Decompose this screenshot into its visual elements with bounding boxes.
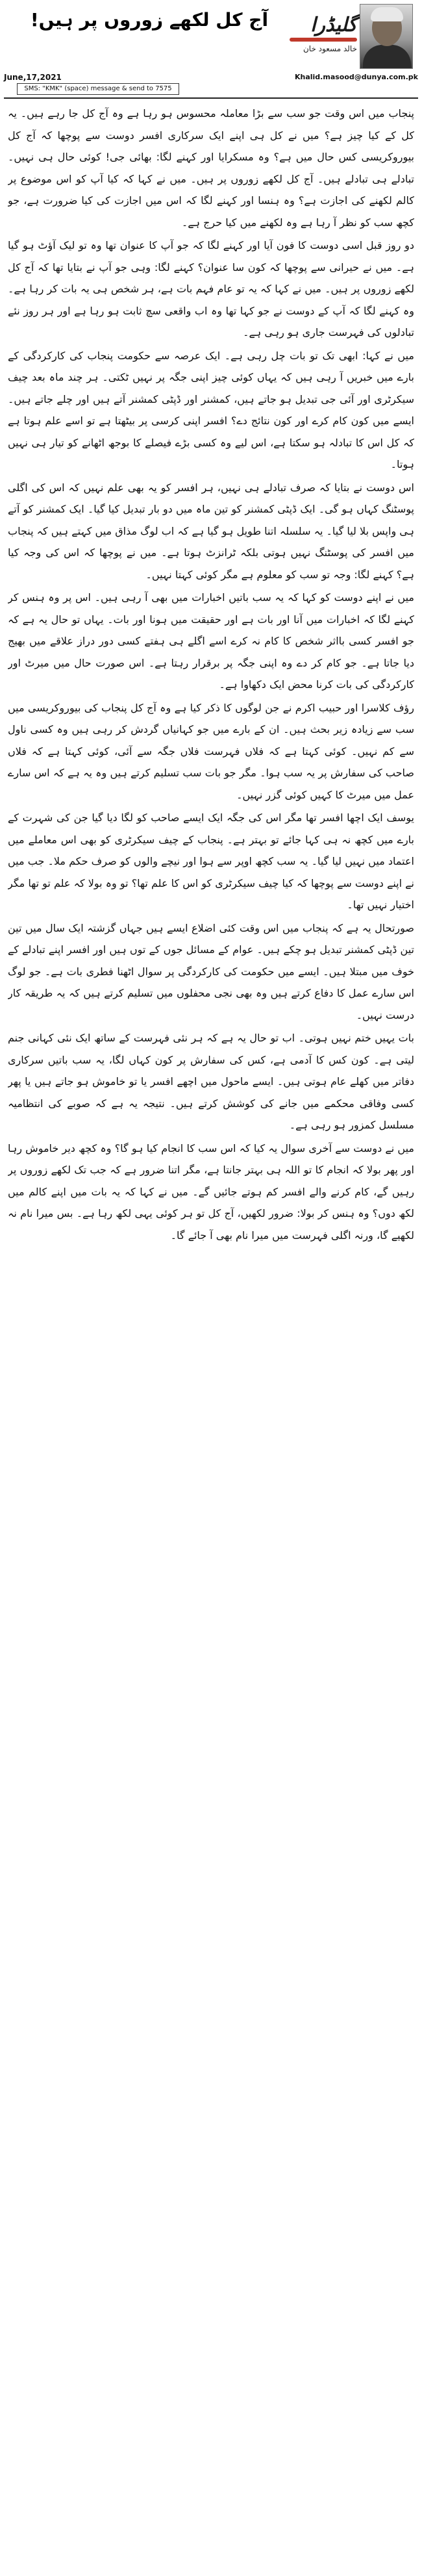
column-logo: گلیڈرا	[310, 14, 357, 36]
article-paragraph: رؤف کلاسرا اور حبیب اکرم نے جن لوگوں کا ذکر کیا ہے وہ آج کل پنجاب کی بیوروکریسی میں سب سے زیادہ زیر بحث ہیں۔ ان کے بارے میں جو کہانیاں گردش کر رہی ہیں وہ کسی ناول سے کم نہیں۔ کوئی کہتا ہے کہ فلاں فہرست فلاں جگہ سے آئی، کوئی کہتا ہے کہ فلاں صاحب کی سفارش پر یہ سب ہوا۔ مگر جو بات سب تسلیم کرتے ہیں وہ یہ ہے کہ اس سارے عمل میں میرٹ کا کہیں کوئی گزر نہیں۔	[8, 701, 414, 801]
article-paragraph: میں نے دوست سے آخری سوال یہ کیا کہ اس سب کا انجام کیا ہو گا؟ وہ کچھ دیر خاموش رہا اور پھر بولا کہ انجام کا تو اللہ ہی بہتر جانتا ہے، مگر اتنا ضرور ہے کہ جب تک لکھے زوروں پر رہیں گے، کام کرنے والے افسر کم ہوتے جائیں گے۔ میں نے کہا کہ یہ بات میں اپنے کالم میں لکھ دوں؟ وہ ہنس کر بولا: ضرور لکھیں، آج کل تو ہر کوئی یہی لکھ رہا ہے۔ بس میرا نام نہ لکھیے گا، ورنہ اگلی فہرست میں میرا نام بھی آ جائے گا۔	[8, 1141, 414, 1242]
article-paragraph: دو روز قبل اسی دوست کا فون آیا اور کہنے لگا کہ جو آپ کا عنوان تھا وہ تو لیک آؤٹ ہو گیا ہے۔ میں نے حیرانی سے پوچھا کہ کون سا عنوان؟ کہنے لگا: وہی جو آپ نے بتایا تھا کہ آج کل لکھے زوروں پر ہیں۔ میں نے کہا کہ یہ تو عام فہم بات ہے، ہر شخص ہی یہ بات کر رہا ہے۔ وہ کہنے لگا کہ آپ کے دوست نے جو کہا تھا وہ اب واقعی سچ ثابت ہو رہا ہے اور ہر روز نئے تبادلوں کی فہرست جاری ہو رہی ہے۔	[8, 239, 414, 338]
publish-date: June,17,2021	[4, 73, 62, 82]
column-title: آج کل لکھے زوروں پر ہیں!	[30, 9, 269, 31]
writer-email: Khalid.masood@dunya.com.pk	[294, 73, 418, 81]
article-body	[8, 103, 414, 2568]
writer-photo	[360, 4, 413, 69]
header-divider	[4, 97, 418, 99]
sms-row	[4, 83, 418, 96]
column-header	[0, 0, 422, 97]
article-paragraph: میں نے کہا: ابھی تک تو بات چل رہی ہے۔ ایک عرصہ سے حکومت پنجاب کی کارکردگی کے بارے میں خبریں آ رہی ہیں کہ یہاں کوئی چیز اپنی جگہ پر نہیں ٹکتی۔ ہر چند ماہ بعد چیف سیکرٹری اور آئی جی تبدیل ہو جاتے ہیں، کمشنر اور ڈپٹی کمشنر آتے ہیں اور چلے جاتے ہیں۔ ایسے میں کون کام کرے اور کون نتائج دے؟ افسر اپنی کرسی پر بیٹھتا ہے تو اسے علم ہوتا ہے کہ کل اس کا تبادلہ ہو سکتا ہے، اس لیے وہ کسی بڑے فیصلے کا بوجھ اٹھانے کو تیار ہی نہیں ہوتا۔	[8, 349, 414, 470]
article-paragraph: بات یہیں ختم نہیں ہوتی۔ اب تو حال یہ ہے کہ ہر نئی فہرست کے ساتھ ایک نئی کہانی جنم لیتی ہے۔ کون کس کا آدمی ہے، کس کی سفارش پر کون کہاں لگا، یہ سب باتیں سرکاری دفاتر میں کھلے عام ہوتی ہیں۔ ایسے ماحول میں اچھے افسر یا تو خاموش ہو جاتے ہیں یا پھر کسی وفاقی محکمے میں جانے کی کوشش کرتے ہیں۔ نتیجہ یہ ہے کہ صوبے کی انتظامیہ مسلسل کمزور ہو رہی ہے۔	[8, 1032, 414, 1131]
article-paragraph: پنجاب میں اس وقت جو سب سے بڑا معاملہ محسوس ہو رہا ہے وہ آج کل جا رہے ہیں۔ یہ کل کے کیا چیز ہے؟ میں نے کل ہی اپنے ایک سرکاری افسر دوست سے پوچھا کہ آج کل بیوروکریسی کس حال میں ہے؟ وہ مسکرایا اور کہنے لگا: بھائی جی! کوئی حال ہی نہیں۔ تبادلے ہی تبادلے ہیں۔ آج کل لکھے زوروں پر ہیں۔ میں نے کہا کہ کیا آپ کو اس موضوع پر کالم لکھنے کی اجازت ہے؟ وہ ہنسا اور کہنے لگا کہ اس میں اجازت کی کیا ضرورت ہے، جو کچھ سب کو نظر آ رہا ہے وہ لکھنے میں کیا حرج ہے۔	[8, 107, 414, 229]
writer-name: خالد مسعود خان	[303, 44, 357, 53]
column-logo-block	[287, 3, 417, 74]
article-paragraph: صورتحال یہ ہے کہ پنجاب میں اس وقت کئی اضلاع ایسے ہیں جہاں گزشتہ ایک سال میں تین تین ڈپٹی کمشنر تبدیل ہو چکے ہیں۔ عوام کے مسائل جوں کے توں ہیں اور افسر اپنے تبادلے کے خوف میں مبتلا ہیں۔ ایسے میں حکومت کی کارکردگی پر سوال اٹھنا فطری بات ہے۔ جو لوگ اس سارے عمل کا دفاع کرتے ہیں وہ بھی نجی محفلوں میں تسلیم کرتے ہیں کہ یہ طریقہ کار درست نہیں۔	[8, 921, 414, 1021]
sms-box: SMS: "KMK" (space) message & send to 7575	[17, 83, 179, 95]
logo-swoosh-icon	[290, 38, 357, 42]
article-paragraph: اس دوست نے بتایا کہ صرف تبادلے ہی نہیں، ہر افسر کو یہ بھی علم نہیں کہ اس کی اگلی پوسٹنگ کہاں ہو گی۔ ایک ڈپٹی کمشنر کو تین ماہ میں دو بار تبدیل کیا گیا۔ ایک کمشنر کو آتے ہی واپس بلا لیا گیا۔ یہ سلسلہ اتنا طویل ہو گیا ہے کہ اب لوگ مذاق میں کہتے ہیں کہ پنجاب میں افسر کی پوسٹنگ نہیں ہوتی بلکہ ٹرانزٹ ہوتا ہے۔ میں نے پوچھا کہ اس کی وجہ کیا ہے؟ کہنے لگا: وجہ تو سب کو معلوم ہے مگر کوئی کہتا نہیں۔	[8, 481, 414, 581]
article-paragraph: میں نے اپنے دوست کو کہا کہ یہ سب باتیں اخبارات میں بھی آ رہی ہیں۔ اس پر وہ ہنس کر کہنے لگا کہ اخبارات میں آنا اور بات ہے اور حقیقت میں ہونا اور بات۔ یہاں تو حال یہ ہے کہ جو افسر کسی بااثر شخص کا کام نہ کرے اسے اگلے ہی ہفتے کسی دور دراز علاقے میں بھیج دیا جاتا ہے۔ جو کام کر دے وہ اپنی جگہ پر برقرار رہتا ہے۔ اس صورت حال میں میرٹ اور کارکردگی کی بات کرنا محض ایک دکھاوا ہے۔	[8, 591, 414, 691]
article-paragraph: یوسف ایک اچھا افسر تھا مگر اس کی جگہ ایک ایسے صاحب کو لگا دیا گیا جن کی شہرت کے بارے میں کچھ نہ ہی کہا جائے تو بہتر ہے۔ پنجاب کے چیف سیکرٹری کو بھی اس معاملے میں اعتماد میں نہیں لیا گیا۔ یہ سب کچھ اوپر سے ہوا اور نیچے والوں کو صرف حکم ملا۔ جب میں نے اپنے دوست سے پوچھا کہ کیا چیف سیکرٹری کو اس کا علم تھا؟ تو وہ بولا کہ علم تو تھا مگر اختیار نہیں تھا۔	[8, 811, 414, 911]
